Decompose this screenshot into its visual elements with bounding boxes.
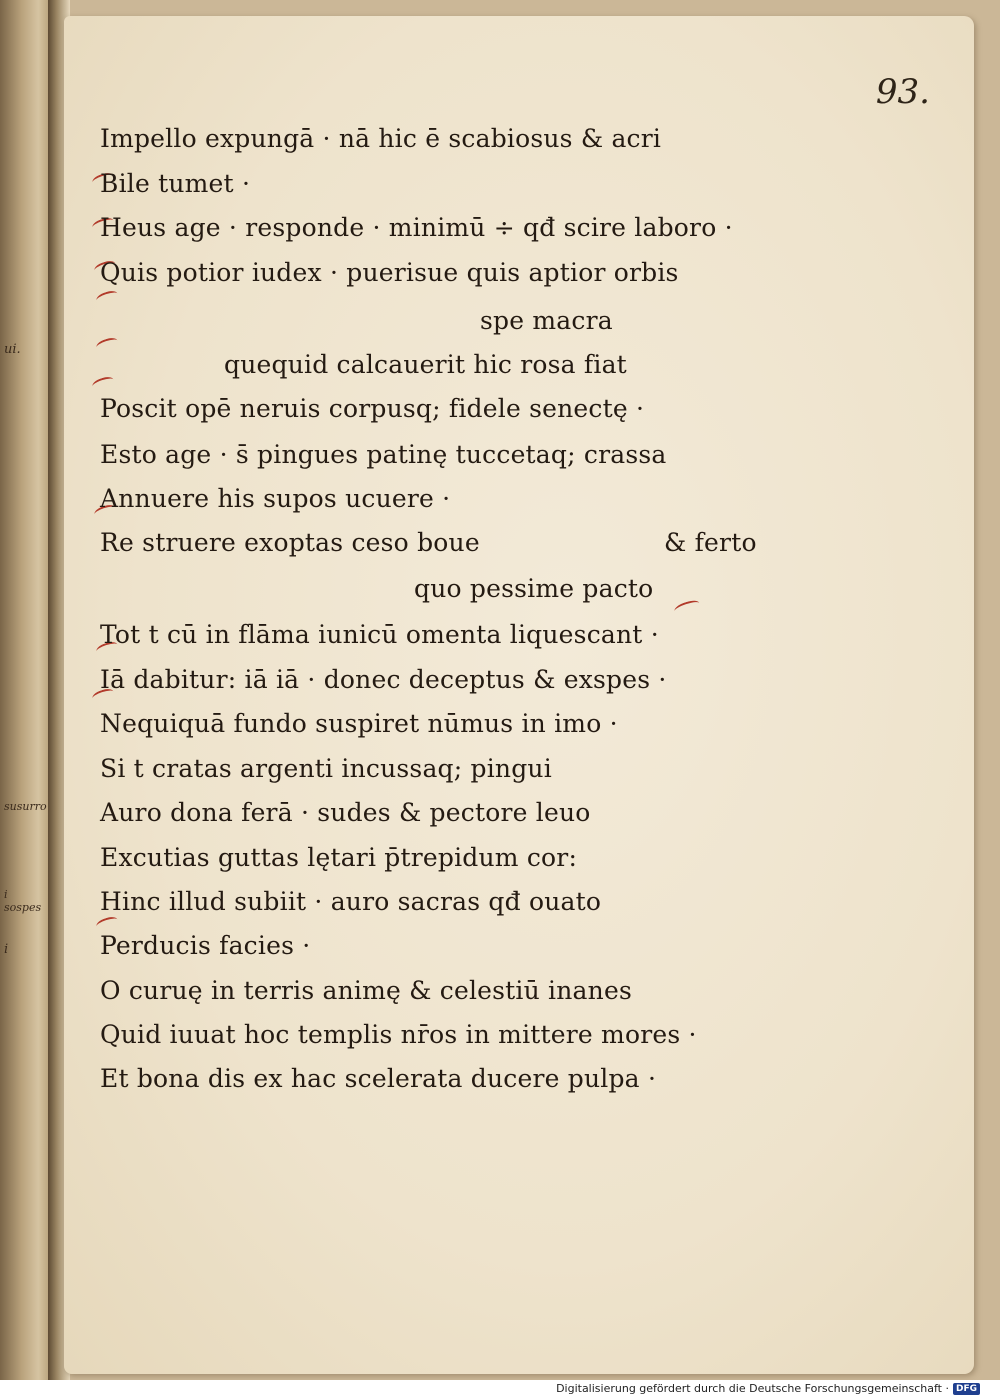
text-line: Iā dabitur: iā iā · donec deceptus & exspes · <box>100 665 667 694</box>
text-line: Perducis facies · <box>100 931 311 960</box>
text-line: spe macra <box>480 306 613 335</box>
dfg-logo-icon: DFG <box>953 1383 980 1395</box>
text-line: Tot t cū in flāma iunicū omenta liquescant · <box>100 620 659 649</box>
facing-page-fragment: ui. <box>4 342 21 357</box>
text-line: Heus age · responde · minimū ÷ qđ scire laboro · <box>100 213 733 242</box>
text-line: Excutias guttas lętari p̄trepidum cor: <box>100 843 578 872</box>
rubric-mark <box>673 598 701 616</box>
text-line: quo pessime pacto <box>414 574 654 603</box>
text-line: Quis potior iudex · puerisue quis aptior orbis <box>100 258 679 287</box>
text-line: Quid iuuat hoc templis nr̄os in mittere mores · <box>100 1020 697 1049</box>
facing-page-fragment: i <box>4 942 9 957</box>
text-line: Esto age · s̄ pingues patinę tuccetaq; crassa <box>100 440 667 469</box>
rubric-mark <box>95 336 119 352</box>
text-line: Et bona dis ex hac scelerata ducere pulpa · <box>100 1064 657 1093</box>
rubric-mark <box>91 375 115 391</box>
text-line: quequid calcauerit hic rosa fiat <box>224 350 627 379</box>
rubric-mark <box>95 289 119 305</box>
text-line: Poscit opē neruis corpusq; fidele senectę · <box>100 394 645 423</box>
facing-page-fragment: susurro <box>4 800 47 813</box>
text-line: Re struere exoptas ceso boue <box>100 528 480 557</box>
text-line: Auro dona ferā · sudes & pectore leuo <box>100 798 591 827</box>
digitization-credit <box>556 1380 980 1397</box>
text-line: Si t cratas argenti incussaq; pingui <box>100 754 552 783</box>
text-line: Impello expungā · nā hic ē scabiosus & acri <box>100 124 662 153</box>
text-line: Hinc illud subiit · auro sacras qđ ouato <box>100 887 602 916</box>
text-line: Bile tumet · <box>100 169 251 198</box>
folio-number: 93. <box>875 72 930 112</box>
rubric-mark <box>95 915 119 931</box>
text-line: Nequiquā fundo suspiret nūmus in imo · <box>100 709 618 738</box>
facing-page-edge <box>0 0 50 1380</box>
parchment-leaf <box>64 16 974 1374</box>
credit-text: Digitalisierung gefördert durch die Deutsche Forschungsgemeinschaft · <box>556 1382 949 1395</box>
facing-page-fragment: i sospes <box>4 888 42 914</box>
text-line: Annuere his supos ucuere · <box>100 484 451 513</box>
text-line: & ferto <box>664 528 757 557</box>
text-line: O curuę in terris animę & celestiū inanes <box>100 976 632 1005</box>
